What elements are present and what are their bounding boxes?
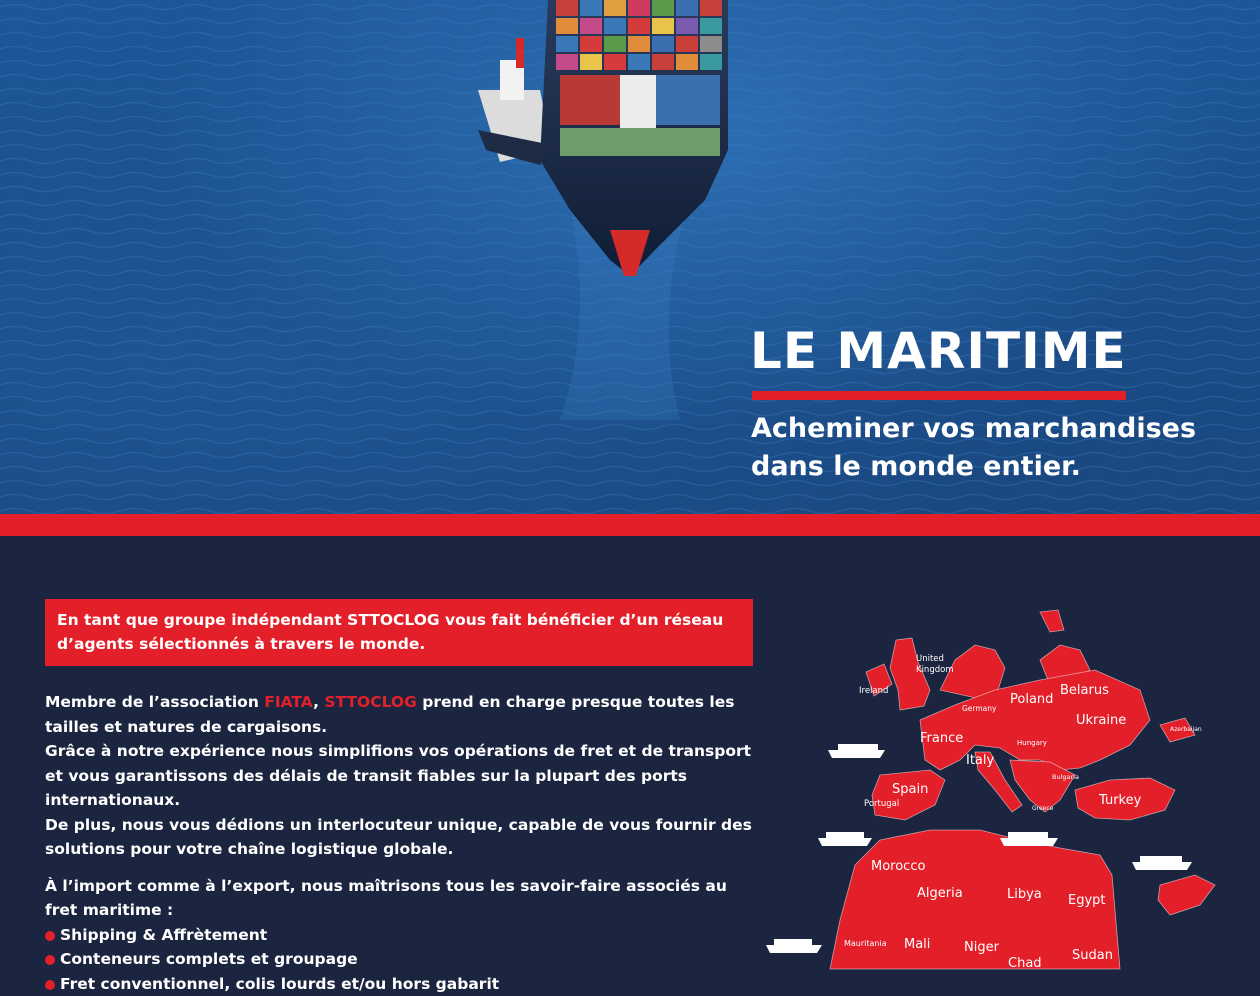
sttoclog-highlight: STTOCLOG [324,693,416,711]
bullet-icon [45,931,55,941]
hero-subtitle-line-2: dans le monde entier. [751,448,1231,486]
divider-band [0,514,1260,536]
map-label-france: France [920,731,963,746]
map-label-hungary: Hungary [1017,739,1047,747]
map-label-belarus: Belarus [1060,683,1109,698]
map-label-niger: Niger [964,940,1000,955]
list-item [45,947,757,972]
p1-after: prend en charge presque toutes les tailles et natures de cargaisons. [45,693,734,736]
map-label-egypt: Egypt [1068,893,1106,908]
map-label-portugal: Portugal [864,799,899,809]
ship-icon [1000,832,1058,846]
p1-comma: , [313,693,324,711]
list-item [45,972,757,996]
paragraph-import-export: À l’import comme à l’export, nous maîtrisons tous les savoir-faire associés au fret maritime : [45,874,757,923]
map-label-mali: Mali [904,937,930,952]
ship-icon [1132,856,1192,870]
map-label-chad: Chad [1008,956,1042,971]
p1-before: Membre de l’association [45,693,264,711]
map-label-greece: Greece [1032,805,1054,812]
map-label-libya: Libya [1007,887,1042,902]
map-label-poland: Poland [1010,692,1053,707]
paragraph-membership [45,690,757,739]
map-label-united-kingdom-1: United [916,654,944,664]
map-label-turkey: Turkey [1098,793,1142,808]
europe-africa-map [760,600,1260,969]
map-label-algeria: Algeria [917,886,963,901]
hero-subtitle-line-1: Acheminer vos marchandises [751,410,1231,448]
map-label-azerbaijan: Azerbaijan [1170,726,1202,733]
map-label-united-kingdom-2: Kingdom [916,665,954,675]
ship-icon [766,939,822,953]
intro-callout [45,599,753,666]
map-label-bulgaria: Bulgaria [1052,773,1079,781]
list-item-label: Fret conventionnel, colis lourds et/ou hors gabarit [60,975,499,993]
map-label-morocco: Morocco [871,859,925,874]
ship-icon [828,744,885,758]
paragraph-experience: Grâce à notre expérience nous simplifions vos opérations de fret et de transport et vous garantissons des délais de transit fiables sur la plupart des ports internationaux. [45,739,757,813]
list-item [45,923,757,948]
services-list [45,923,757,996]
bullet-icon [45,980,55,990]
paragraph-contact: De plus, nous vous dédions un interlocuteur unique, capable de vous fournir des solutions pour votre chaîne logistique globale. [45,813,757,862]
map-arabia [1158,875,1215,915]
bullet-icon [45,955,55,965]
list-item-label: Shipping & Affrètement [60,926,267,944]
ship-icon [818,832,872,846]
body-text [45,690,757,996]
map-label-germany: Germany [962,704,997,713]
map-label-italy: Italy [966,753,995,768]
intro-text: En tant que groupe indépendant STTOCLOG vous fait bénéficier d’un réseau d’agents sélectionnés à travers le monde. [57,608,741,656]
map-label-sudan: Sudan [1072,948,1113,963]
map-label-ukraine: Ukraine [1076,713,1126,728]
page-title: LE MARITIME [750,326,1127,376]
list-item-label: Conteneurs complets et groupage [60,950,358,968]
map-label-mauritania: Mauritania [844,939,887,948]
fiata-highlight: FIATA [264,693,313,711]
map-svalbard [1040,610,1064,632]
map-label-ireland: Ireland [859,686,888,696]
map-label-spain: Spain [892,782,928,797]
title-underline [752,391,1126,400]
hero-subtitle [751,410,1231,486]
